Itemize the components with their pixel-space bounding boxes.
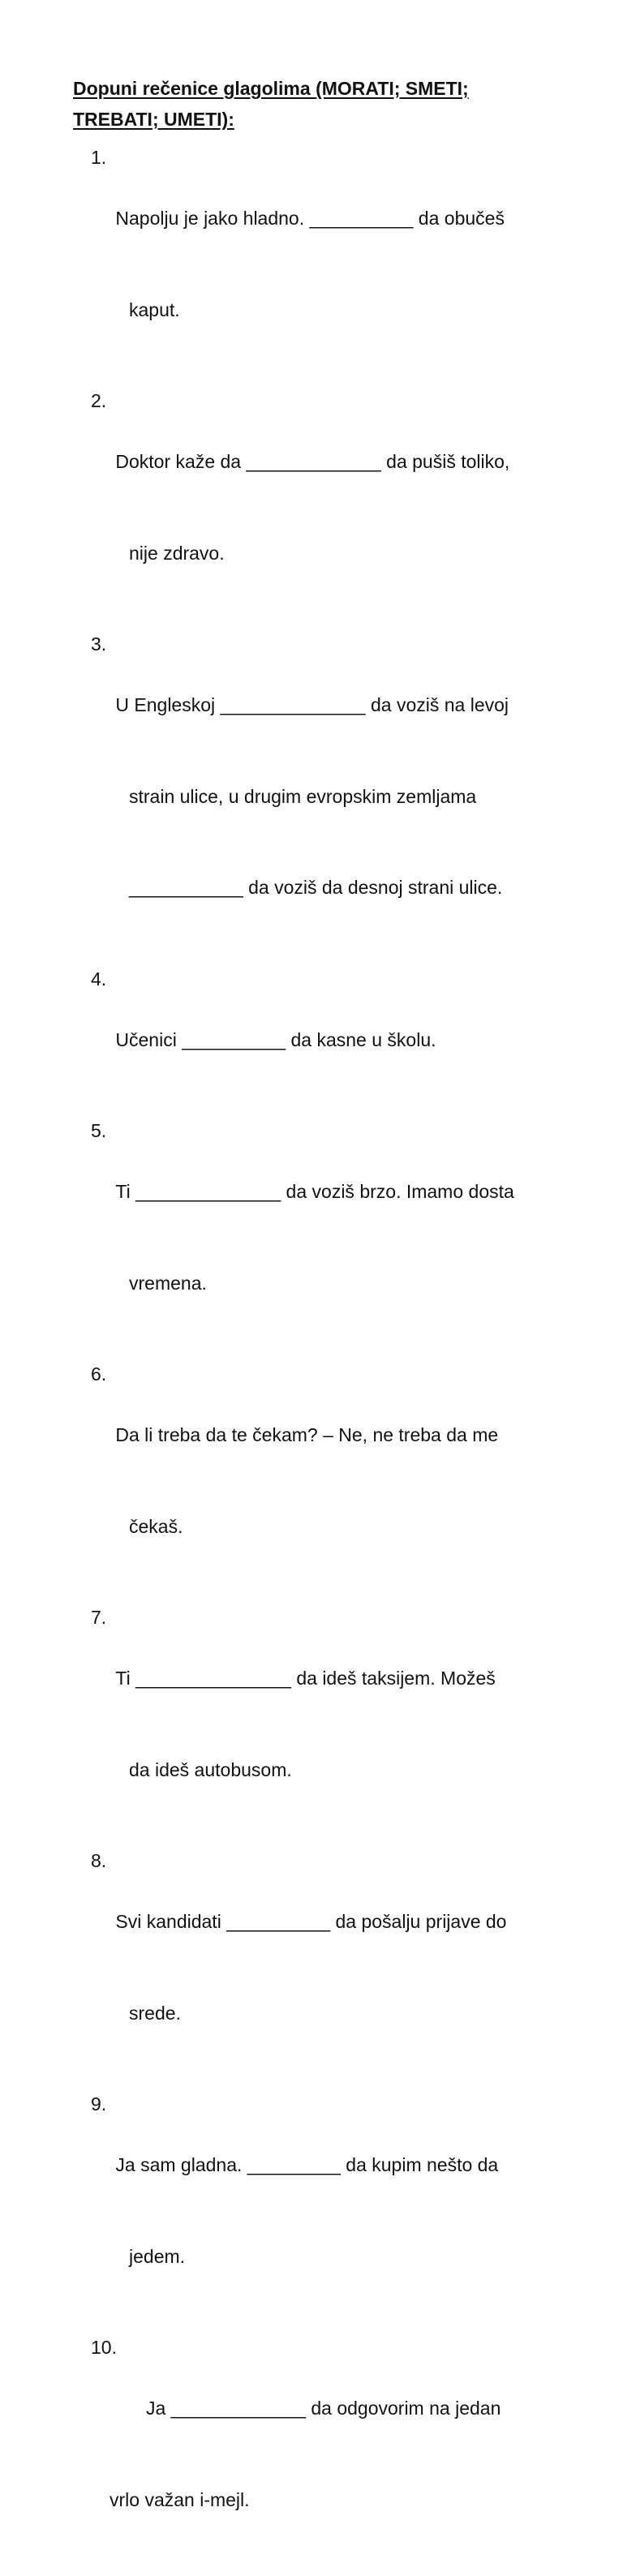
exercise-title: [73, 73, 527, 135]
exercise-item-9: [91, 2089, 553, 2333]
item-text: [110, 1359, 553, 1603]
item-line: srede.: [129, 2002, 181, 2024]
exercise-item-6: [91, 1359, 553, 1603]
item-number: 8.: [91, 1850, 107, 1871]
item-number: 9.: [91, 2093, 107, 2114]
item-line: Ti _______________ da ideš taksijem. Možeš: [110, 1668, 496, 1689]
item-number: 2.: [91, 390, 107, 411]
item-line: Ja sam gladna. _________ da kupim nešto da: [110, 2154, 499, 2175]
item-line: Svi kandidati __________ da pošalju prijave do: [110, 1911, 507, 1932]
item-line: kaput.: [129, 298, 180, 320]
item-number: 6.: [91, 1363, 107, 1385]
item-number: 7.: [91, 1607, 107, 1628]
item-line: Ja _____________ da odgovorim na jedan: [146, 2398, 501, 2419]
item-line: Učenici __________ da kasne u školu.: [110, 1028, 436, 1050]
exercise-item-7: [91, 1603, 553, 1846]
item-line: ___________ da voziš da desnoj strani ulice.: [129, 877, 503, 898]
exercise-item-8: [91, 1846, 553, 2089]
item-number: 10.: [91, 2337, 117, 2358]
title-line-1: Dopuni rečenice glagolima (MORATI; SMETI;: [73, 78, 469, 99]
exercise-item-3: [91, 629, 553, 964]
item-number: 1.: [91, 147, 107, 168]
exercise-item-5: [91, 1116, 553, 1359]
exercise-item-4: [91, 964, 553, 1117]
item-text: [110, 386, 553, 629]
item-text: [110, 2333, 553, 2576]
item-line: U Engleskoj ______________ da voziš na levoj: [110, 694, 509, 715]
item-line: vrlo važan i-mejl.: [110, 2488, 250, 2510]
item-line: nije zdravo.: [129, 542, 225, 564]
item-line: Da li treba da te čekam? – Ne, ne treba da me: [110, 1424, 499, 1445]
item-text: [110, 1116, 553, 1359]
exercise-item-10: [91, 2333, 553, 2576]
exercise-list: [91, 143, 553, 2576]
item-number: 3.: [91, 633, 107, 655]
item-text: [110, 1603, 553, 1846]
item-line: da ideš autobusom.: [129, 1758, 292, 1780]
item-text: [110, 143, 553, 386]
item-number: 4.: [91, 968, 107, 990]
item-number: 5.: [91, 1120, 107, 1141]
item-text: [110, 1846, 553, 2089]
exercise-item-1: [91, 143, 553, 386]
item-text: [110, 964, 553, 1117]
item-line: vremena.: [129, 1272, 207, 1294]
item-line: Ti ______________ da voziš brzo. Imamo dosta: [110, 1181, 514, 1202]
title-line-2: TREBATI; UMETI):: [73, 109, 234, 130]
exercise-item-2: [91, 386, 553, 629]
item-text: [110, 629, 553, 964]
item-line: Napolju je jako hladno. __________ da obučeš: [110, 208, 505, 229]
item-line: čekaš.: [129, 1515, 183, 1537]
item-line: strain ulice, u drugim evropskim zemljama: [129, 785, 477, 807]
item-text: [110, 2089, 553, 2333]
item-line: jedem.: [129, 2245, 186, 2267]
item-line: Doktor kaže da _____________ da pušiš toliko,: [110, 451, 510, 472]
